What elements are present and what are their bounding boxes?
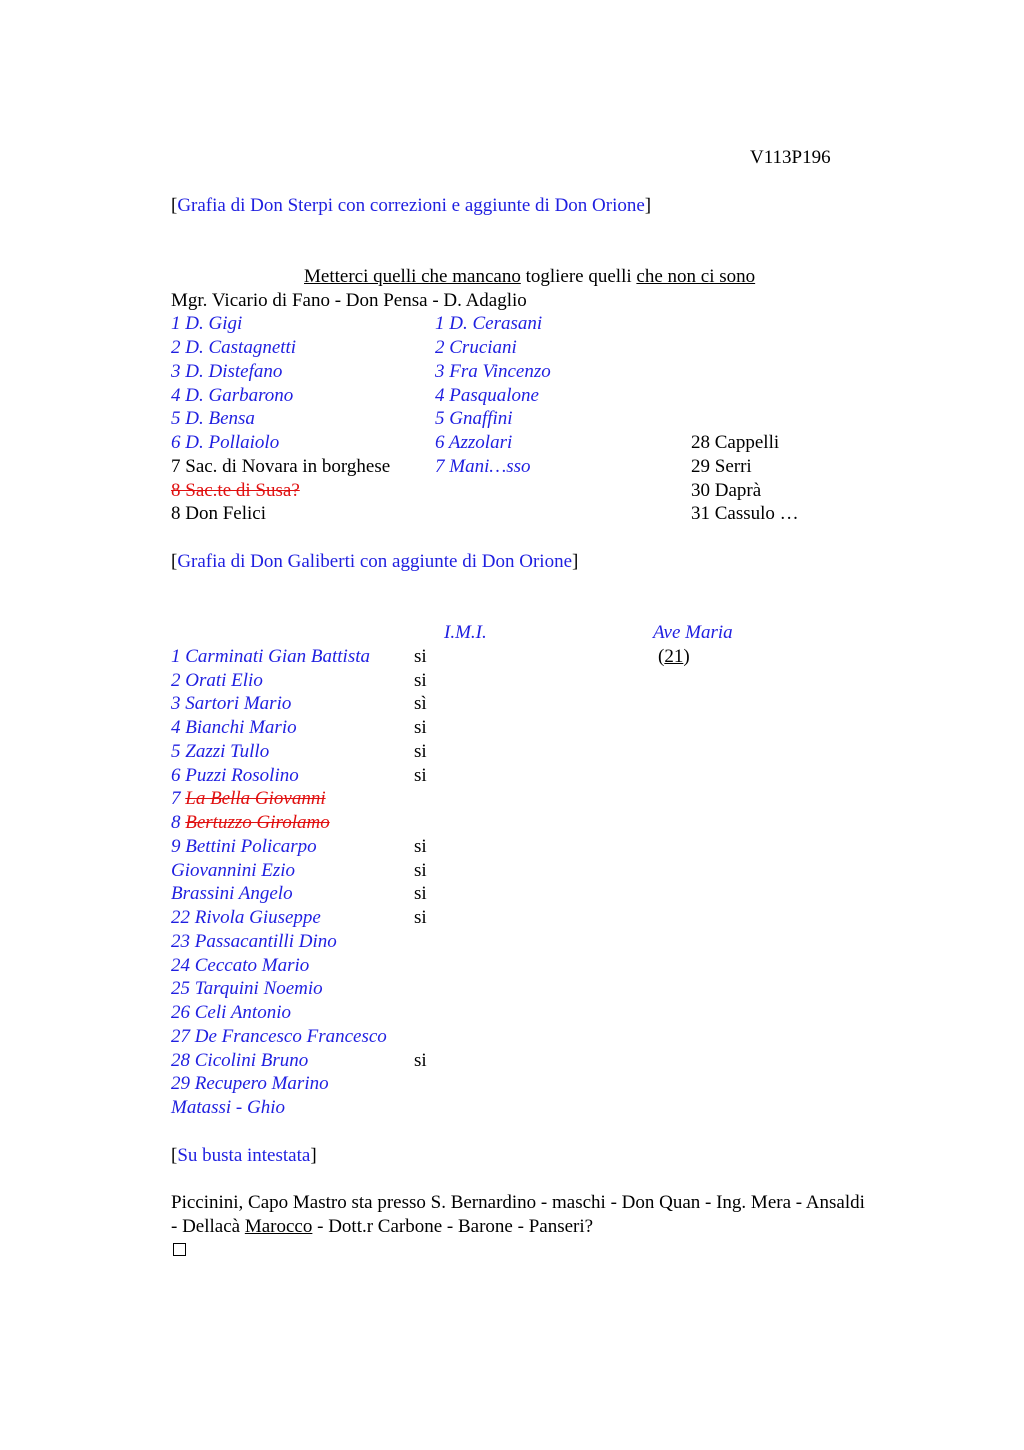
list-item: 4 Bianchi Mario (171, 717, 297, 738)
page-id: V113P196 (750, 147, 831, 168)
list-item: 29 Serri (691, 456, 752, 477)
list-item-mark: si (414, 836, 427, 857)
editor-note-busta: [Su busta intestata] (171, 1145, 317, 1166)
list-item-mark: sì (414, 693, 427, 714)
list-item: 1 Carminati Gian Battista (171, 646, 370, 667)
list-item: 1 D. Cerasani (435, 313, 543, 334)
list-item: 4 D. Garbarono (171, 385, 294, 406)
list-item-mark: si (414, 860, 427, 881)
ave-maria-number: (21) (658, 646, 690, 667)
list-item: 5 Zazzi Tullo (171, 741, 270, 762)
editor-note-galiberti: [Grafia di Don Galiberti con aggiunte di Don Orione] (171, 551, 579, 572)
list-item-mark: si (414, 1050, 427, 1071)
list-item: 31 Cassulo … (691, 503, 799, 524)
list-item: 27 De Francesco Francesco (171, 1026, 387, 1047)
list-heading: Metterci quelli che mancano togliere quelli che non ci sono (304, 266, 756, 287)
list-item: 3 Fra Vincenzo (435, 361, 551, 382)
list-item: 7 Mani…sso (435, 456, 531, 477)
list-item-mark: si (414, 765, 427, 786)
list-item: 26 Celi Antonio (171, 1002, 291, 1023)
list-item: 2 Cruciani (435, 337, 517, 358)
list-item: 8 Don Felici (171, 503, 266, 524)
list-item: 2 Orati Elio (171, 670, 263, 691)
ave-maria-header: Ave Maria (653, 622, 733, 643)
editor-note-sterpi: [Grafia di Don Sterpi con correzioni e aggiunte di Don Orione] (171, 195, 652, 216)
list-item: 2 D. Castagnetti (171, 337, 297, 358)
checkbox-glyph (173, 1243, 186, 1256)
list-item: 23 Passacantilli Dino (171, 931, 337, 952)
list-item: 28 Cicolini Bruno (171, 1050, 309, 1071)
imi-header: I.M.I. (444, 622, 487, 643)
final-line-2: - Dellacà Marocco - Dott.r Carbone - Barone - Panseri? (171, 1216, 594, 1237)
list-item: 5 D. Bensa (171, 408, 255, 429)
list-item: 4 Pasqualone (435, 385, 539, 406)
list-item: 25 Tarquini Noemio (171, 978, 323, 999)
list-item-mark: si (414, 646, 427, 667)
list-item-mark: si (414, 670, 427, 691)
list-item: 9 Bettini Policarpo (171, 836, 317, 857)
list-item: 3 Sartori Mario (171, 693, 292, 714)
list-item: 22 Rivola Giuseppe (171, 907, 321, 928)
list-item: 6 Puzzi Rosolino (171, 765, 299, 786)
list-item: 30 Daprà (691, 480, 762, 501)
vicario-line: Mgr. Vicario di Fano - Don Pensa - D. Adaglio (171, 290, 527, 311)
list-item-mark: si (414, 741, 427, 762)
list-item: 6 D. Pollaiolo (171, 432, 280, 453)
struck-list-item: 8 Bertuzzo Girolamo (171, 812, 330, 833)
list-item: 28 Cappelli (691, 432, 780, 453)
list-item: Giovannini Ezio (171, 860, 296, 881)
list-item: 7 Sac. di Novara in borghese (171, 456, 391, 477)
list-item: 24 Ceccato Mario (171, 955, 310, 976)
struck-list-item: 7 La Bella Giovanni (171, 788, 326, 809)
list-item-mark: si (414, 907, 427, 928)
list-item: 29 Recupero Marino (171, 1073, 329, 1094)
list-item: Matassi - Ghio (171, 1097, 285, 1118)
list-item: Brassini Angelo (171, 883, 293, 904)
list-item-mark: si (414, 883, 427, 904)
list-item: 1 D. Gigi (171, 313, 243, 334)
list-item: 6 Azzolari (435, 432, 513, 453)
list-item: 5 Gnaffini (435, 408, 513, 429)
struck-list-item: 8 Sac.te di Susa? (171, 480, 300, 501)
list-item: 3 D. Distefano (171, 361, 283, 382)
final-line-1: Piccinini, Capo Mastro sta presso S. Bernardino - maschi - Don Quan - Ing. Mera - Ansaldi (171, 1192, 865, 1213)
list-item-mark: si (414, 717, 427, 738)
